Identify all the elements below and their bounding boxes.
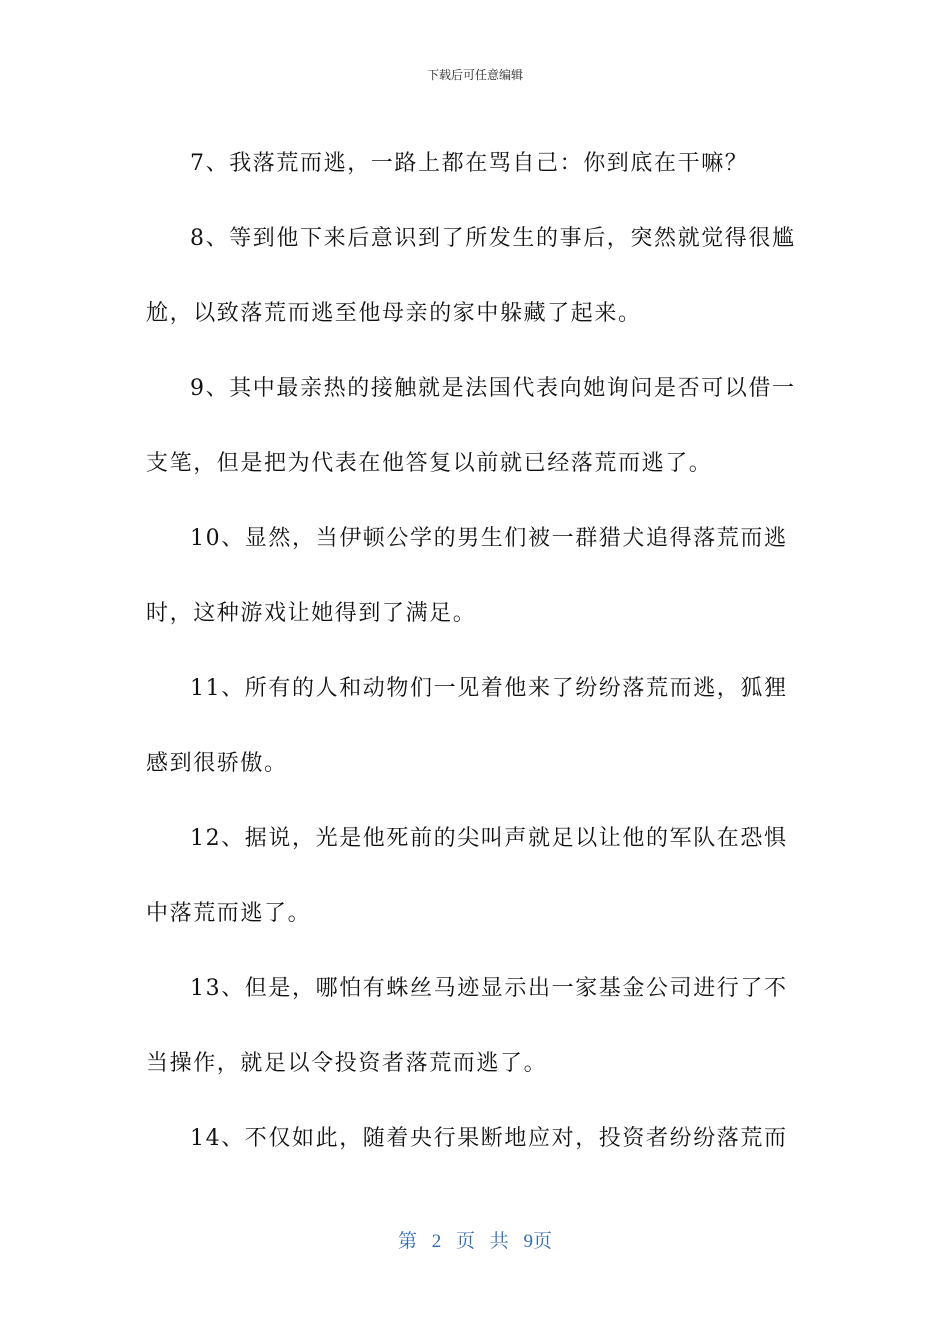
paragraph-10: 10、显然，当伊顿公学的男生们被一群猎犬追得落荒而逃时，这种游戏让她得到了满足。 — [146, 526, 788, 626]
paragraph-7: 7、我落荒而逃，一路上都在骂自己：你到底在干嘛？ — [190, 151, 749, 176]
paragraph-14: 14、不仅如此，随着央行果断地应对，投资者纷纷落荒而 — [190, 1126, 788, 1151]
document-body — [146, 126, 806, 1176]
paragraph-8: 8、等到他下来后意识到了所发生的事后，突然就觉得很尴尬，以致落荒而逃至他母亲的家中躲藏了起来。 — [146, 226, 796, 326]
paragraph-13: 13、但是，哪怕有蛛丝马迹显示出一家基金公司进行了不当操作，就足以令投资者落荒而逃了。 — [146, 976, 788, 1076]
paragraph-9: 9、其中最亲热的接触就是法国代表向她询问是否可以借一支笔，但是把为代表在他答复以前就已经落荒而逃了。 — [146, 376, 796, 476]
paragraph-11: 11、所有的人和动物们一见着他来了纷纷落荒而逃，狐狸感到很骄傲。 — [146, 676, 788, 776]
page-number-footer: 第 2 页 共 9页 — [397, 1231, 552, 1252]
page-header: 下载后可任意编辑 — [426, 68, 523, 82]
paragraph-12: 12、据说，光是他死前的尖叫声就足以让他的军队在恐惧中落荒而逃了。 — [146, 826, 788, 926]
